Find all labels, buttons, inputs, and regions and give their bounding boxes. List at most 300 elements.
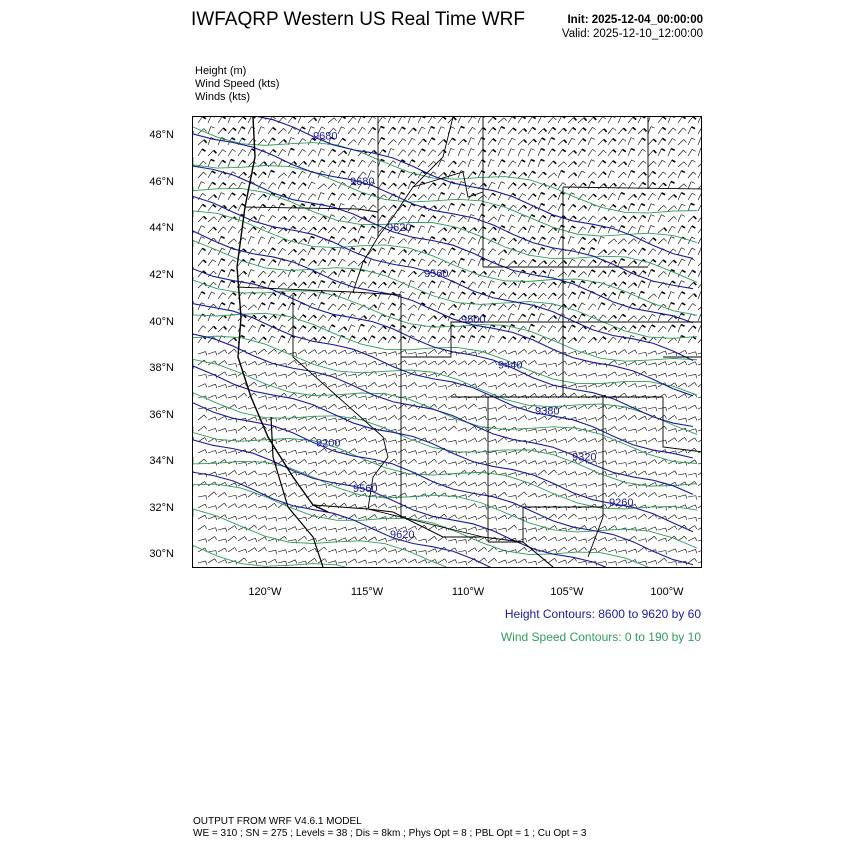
wind-barb — [488, 281, 495, 288]
wind-barb — [448, 371, 457, 376]
wind-barb — [318, 493, 327, 497]
wind-barb — [268, 550, 277, 554]
wind-barb — [438, 140, 446, 145]
wind-barb — [418, 161, 426, 167]
wind-barb — [638, 462, 647, 466]
wind-barb — [398, 427, 407, 431]
wind-barb — [508, 117, 516, 123]
wind-barb — [538, 149, 545, 156]
wind-barb — [618, 539, 627, 543]
wind-barb — [628, 415, 637, 420]
wind-barb — [278, 128, 286, 134]
wind-barb — [498, 314, 506, 321]
wind-barb — [398, 439, 407, 443]
wind-barb — [458, 373, 467, 377]
wind-barb — [608, 351, 617, 355]
wind-barb — [288, 127, 296, 134]
wind-barb — [618, 239, 627, 244]
wind-barb — [688, 496, 696, 500]
wind-barb — [458, 516, 467, 520]
wind-barb — [388, 248, 395, 255]
wind-barb — [698, 260, 701, 266]
wind-barb — [428, 549, 437, 553]
wind-barb — [398, 415, 407, 420]
wind-barb — [368, 406, 377, 410]
wind-barb — [508, 383, 517, 387]
wind-barb — [398, 303, 406, 310]
wind-barb — [688, 270, 696, 277]
wind-barb — [578, 561, 587, 565]
model-footer — [193, 816, 586, 840]
lon-label-105: 105°W — [550, 586, 584, 598]
wind-barb — [408, 117, 415, 123]
wind-barb — [668, 182, 675, 189]
wind-barb — [688, 203, 694, 211]
wind-barb — [408, 459, 417, 464]
wind-barb — [508, 451, 517, 455]
wind-barb — [488, 139, 496, 145]
wind-barb — [398, 460, 407, 464]
wind-barb — [578, 484, 587, 488]
height-contour-label: 9500 — [461, 313, 486, 326]
wind-barb — [548, 316, 557, 321]
wind-barb — [248, 382, 257, 387]
wind-barb — [628, 361, 637, 365]
wind-barb — [468, 117, 476, 123]
wind-barb — [378, 406, 387, 410]
wind-barb — [658, 149, 665, 156]
wind-barb — [588, 483, 597, 487]
wind-barb — [238, 325, 245, 332]
wind-barb — [548, 549, 557, 553]
wind-barb — [528, 127, 536, 134]
wind-barb — [418, 139, 426, 145]
wind-barb — [628, 160, 635, 167]
wind-barb — [398, 139, 406, 145]
wind-barb — [518, 492, 527, 497]
wind-barb — [488, 482, 497, 486]
wind-barb — [698, 438, 701, 442]
wind-barb — [678, 140, 686, 145]
wind-barb — [438, 460, 447, 464]
wind-barb — [228, 149, 236, 156]
wind-barb — [388, 282, 396, 288]
wind-barb — [518, 460, 527, 464]
wind-barb — [328, 228, 336, 233]
wind-barb — [338, 327, 347, 332]
wind-barb — [358, 160, 366, 167]
wind-barb — [558, 204, 565, 211]
wind-barb — [298, 161, 306, 167]
wind-barb — [638, 172, 646, 178]
wind-barb — [318, 248, 326, 255]
wind-barb — [408, 427, 417, 431]
wind-barb — [308, 548, 317, 552]
wind-barb — [308, 194, 316, 200]
wind-barb — [488, 249, 496, 255]
wind-barb — [648, 363, 657, 367]
wind-barb — [348, 303, 355, 310]
wind-barb — [598, 160, 606, 167]
wind-barb — [458, 149, 465, 156]
wind-barb — [608, 562, 616, 566]
wind-barb — [348, 550, 357, 554]
wind-barb — [318, 259, 326, 266]
wind-barb — [338, 493, 347, 497]
wind-barb — [268, 171, 275, 178]
wind-barb — [388, 483, 397, 487]
wind-barb — [408, 182, 415, 189]
wind-barb — [498, 127, 505, 134]
wind-barb — [258, 259, 265, 266]
wind-barb — [288, 326, 296, 332]
wind-barb — [448, 515, 457, 519]
wind-barb — [268, 138, 275, 145]
wind-barb — [698, 337, 701, 343]
wind-barb — [478, 117, 485, 123]
wind-barb — [268, 293, 276, 299]
wind-barb — [528, 384, 537, 388]
wind-barb — [668, 138, 676, 145]
wind-barb — [308, 118, 317, 123]
wind-barb — [658, 558, 667, 563]
wind-barb — [408, 238, 416, 244]
wind-barb — [618, 259, 625, 266]
wind-barb — [348, 239, 357, 244]
wind-barb — [428, 138, 435, 145]
wind-barb — [588, 384, 597, 388]
lat-label-42: 42°N — [149, 269, 174, 281]
wind-barb — [218, 560, 227, 564]
wind-barb — [308, 558, 317, 563]
forecast-map — [192, 116, 702, 568]
wind-barb — [328, 418, 337, 422]
wind-barb — [308, 248, 315, 255]
wind-barb — [228, 160, 235, 167]
wind-barb — [448, 227, 456, 233]
wind-barb — [228, 516, 237, 520]
wind-barb — [688, 303, 696, 310]
wind-barb — [208, 171, 215, 178]
wind-barb — [588, 281, 596, 288]
wind-barb — [388, 383, 397, 387]
wind-barb — [648, 294, 657, 299]
wind-barb — [258, 349, 267, 354]
wind-barb — [698, 549, 701, 553]
wind-barb — [688, 326, 696, 332]
wind-barb — [198, 384, 207, 388]
wind-barb — [268, 302, 274, 310]
wind-barb — [218, 183, 226, 189]
wind-barb — [488, 160, 494, 167]
wind-barb — [488, 451, 497, 455]
wind-barb — [258, 396, 267, 400]
wind-barb — [508, 261, 517, 266]
wind-barb — [578, 149, 585, 156]
wind-barb — [548, 514, 557, 519]
wind-barb — [638, 204, 645, 211]
wind-barb — [388, 117, 395, 123]
wind-barb — [698, 282, 701, 288]
wind-barb — [338, 182, 346, 189]
wind-barb — [318, 484, 327, 488]
wind-barb — [288, 371, 297, 376]
wind-barb — [318, 184, 327, 189]
wind-barb — [658, 473, 667, 477]
wind-barb — [198, 260, 206, 266]
wind-barb — [348, 140, 356, 145]
wind-barb — [588, 304, 596, 310]
wind-barb — [258, 525, 267, 530]
wind-barb — [508, 495, 517, 499]
wind-barb — [478, 259, 485, 266]
wind-barb — [308, 227, 316, 233]
wind-barb — [428, 260, 436, 266]
wind-barb — [598, 548, 607, 552]
wind-barb — [508, 417, 517, 421]
wind-barb — [518, 227, 526, 233]
wind-barb — [658, 351, 667, 355]
wind-barb — [478, 407, 487, 411]
wind-barb — [458, 270, 465, 277]
wind-barb — [208, 428, 217, 432]
wind-barb — [518, 416, 527, 420]
wind-barb — [248, 206, 257, 211]
wind-barb — [628, 127, 636, 134]
wind-barb — [358, 292, 366, 299]
wind-barb — [308, 373, 317, 377]
wind-barb — [598, 537, 607, 541]
wind-barb — [538, 351, 547, 355]
wind-barb — [448, 407, 457, 411]
wind-barb — [228, 117, 235, 123]
wind-barb — [368, 117, 376, 123]
wind-barb — [208, 117, 215, 123]
wind-barb — [568, 514, 577, 519]
wind-speed-contour — [193, 546, 697, 567]
wind-barb — [338, 350, 347, 354]
wind-barb — [418, 195, 427, 200]
wind-barb — [418, 282, 426, 288]
wind-barb — [338, 304, 346, 310]
wind-barb — [328, 503, 337, 508]
lat-label-38: 38°N — [149, 362, 174, 374]
wind-barb — [238, 271, 246, 277]
wind-barb — [568, 237, 574, 244]
wind-barb — [378, 438, 387, 442]
wind-barb — [538, 385, 547, 389]
wind-barb — [588, 270, 595, 277]
wind-barb — [328, 183, 336, 189]
wind-barb — [368, 537, 377, 541]
wind-barb — [208, 536, 217, 541]
wind-barb — [648, 215, 655, 222]
wind-barb — [378, 559, 387, 563]
wind-barb — [428, 504, 437, 508]
wind-barb — [378, 548, 387, 552]
wind-barb — [568, 338, 577, 343]
wind-barb — [468, 326, 476, 332]
wind-barb — [438, 216, 446, 222]
wind-barb — [338, 562, 346, 566]
wind-barb — [628, 373, 637, 377]
lat-label-44: 44°N — [149, 222, 174, 234]
wind-barb — [378, 384, 387, 388]
wind-barb — [198, 292, 205, 299]
wind-barb — [558, 149, 566, 156]
wind-barb — [488, 193, 496, 200]
wind-barb — [548, 270, 555, 277]
wind-barb — [248, 270, 255, 277]
wind-barb — [678, 474, 686, 478]
wind-barb — [528, 149, 535, 156]
wind-barb — [238, 315, 246, 321]
wind-barb — [628, 216, 636, 222]
wind-barb — [198, 303, 205, 310]
wind-barb — [428, 316, 437, 321]
wind-barb — [448, 426, 457, 431]
wind-barb — [518, 183, 526, 189]
wind-barb — [358, 282, 366, 288]
wind-barb — [248, 504, 257, 508]
wind-barb — [588, 248, 595, 255]
wind-barb — [268, 128, 276, 134]
wind-barb — [198, 374, 207, 378]
wind-barb — [658, 193, 665, 200]
wind-barb — [208, 528, 217, 532]
wind-barb — [378, 206, 387, 211]
wind-barb — [498, 492, 507, 497]
wind-barb — [558, 117, 565, 123]
wind-barb — [228, 495, 237, 499]
wind-barb — [338, 259, 346, 266]
wind-barb — [268, 559, 277, 563]
wind-barb — [498, 528, 507, 532]
wind-barb — [228, 281, 235, 288]
wind-barb — [418, 450, 427, 454]
wind-barb — [668, 117, 675, 123]
wind-barb — [258, 385, 267, 389]
wind-barb — [348, 193, 356, 200]
wind-barb — [308, 260, 316, 266]
wind-barb — [658, 160, 666, 167]
wind-barb — [208, 506, 217, 510]
wind-barb — [498, 383, 507, 387]
wind-barb — [278, 216, 286, 222]
wind-barb — [478, 227, 486, 233]
wind-barb — [688, 149, 696, 156]
wind-barb — [268, 493, 277, 497]
wind-barb — [198, 248, 206, 255]
wind-barb — [358, 363, 367, 367]
wind-barb — [638, 514, 647, 519]
wind-barb — [598, 217, 607, 222]
wind-barb — [598, 483, 607, 487]
wind-barb — [378, 449, 387, 453]
wind-barb — [388, 440, 397, 444]
wind-barb — [608, 128, 616, 134]
wind-barb — [368, 293, 376, 299]
wind-barb — [238, 504, 247, 508]
wind-barb — [508, 215, 515, 222]
wind-barb — [258, 449, 267, 453]
wind-barb — [438, 117, 446, 123]
wind-barb — [548, 558, 557, 563]
wind-barb — [498, 237, 505, 244]
wind-barb — [408, 259, 415, 266]
wind-barb — [208, 395, 217, 399]
wind-barb — [528, 561, 537, 565]
wind-barb — [638, 492, 647, 497]
wind-barb — [538, 337, 546, 343]
footer-line-1: OUTPUT FROM WRF V4.6.1 MODEL — [193, 816, 362, 827]
wind-barb — [448, 138, 456, 145]
wind-barb — [528, 226, 535, 233]
wind-barb — [538, 461, 547, 465]
wind-barb — [548, 215, 555, 222]
wind-barb — [528, 360, 537, 365]
wind-barb — [618, 249, 626, 255]
wind-barb — [488, 517, 497, 521]
wind-barb — [358, 560, 367, 564]
wind-barb — [298, 292, 306, 299]
wind-barb — [478, 373, 487, 377]
wind-barb — [218, 492, 227, 497]
wind-barb — [278, 182, 285, 189]
wind-barb — [548, 282, 556, 288]
wind-barb — [328, 350, 337, 354]
wind-barb — [318, 427, 327, 431]
wind-barb — [428, 417, 437, 421]
wind-barb — [218, 248, 225, 255]
wind-barb — [478, 336, 485, 343]
wind-barb — [198, 561, 207, 565]
wind-barb — [308, 482, 317, 486]
wind-barb — [558, 183, 566, 189]
wind-barb — [488, 418, 497, 422]
wind-barb — [538, 439, 547, 443]
wind-barb — [558, 171, 565, 178]
wind-barb — [388, 550, 397, 554]
wind-barb — [588, 238, 596, 244]
wind-barb — [678, 128, 686, 134]
wind-barb — [408, 292, 416, 299]
wind-barb — [678, 437, 687, 442]
wind-barb — [218, 394, 227, 398]
wind-barb — [288, 549, 297, 553]
wind-barb — [328, 429, 337, 433]
wind-barb — [328, 118, 337, 123]
wind-barb — [618, 373, 627, 377]
wind-barb — [288, 492, 297, 497]
wind-barb — [638, 451, 646, 455]
wind-barb — [478, 394, 487, 398]
wind-barb — [418, 415, 427, 420]
wind-barb — [398, 150, 406, 156]
wind-barb — [658, 459, 667, 464]
wind-barb — [588, 260, 596, 266]
wind-barb — [628, 429, 637, 433]
wind-barb — [358, 138, 366, 145]
wind-barb — [328, 281, 336, 288]
wind-barb — [328, 362, 337, 366]
wind-barb — [338, 470, 347, 475]
wind-barb — [438, 228, 447, 233]
wind-barb — [208, 450, 217, 454]
wind-barb — [228, 349, 237, 354]
wind-barb — [328, 495, 337, 499]
wind-barb — [388, 374, 397, 378]
